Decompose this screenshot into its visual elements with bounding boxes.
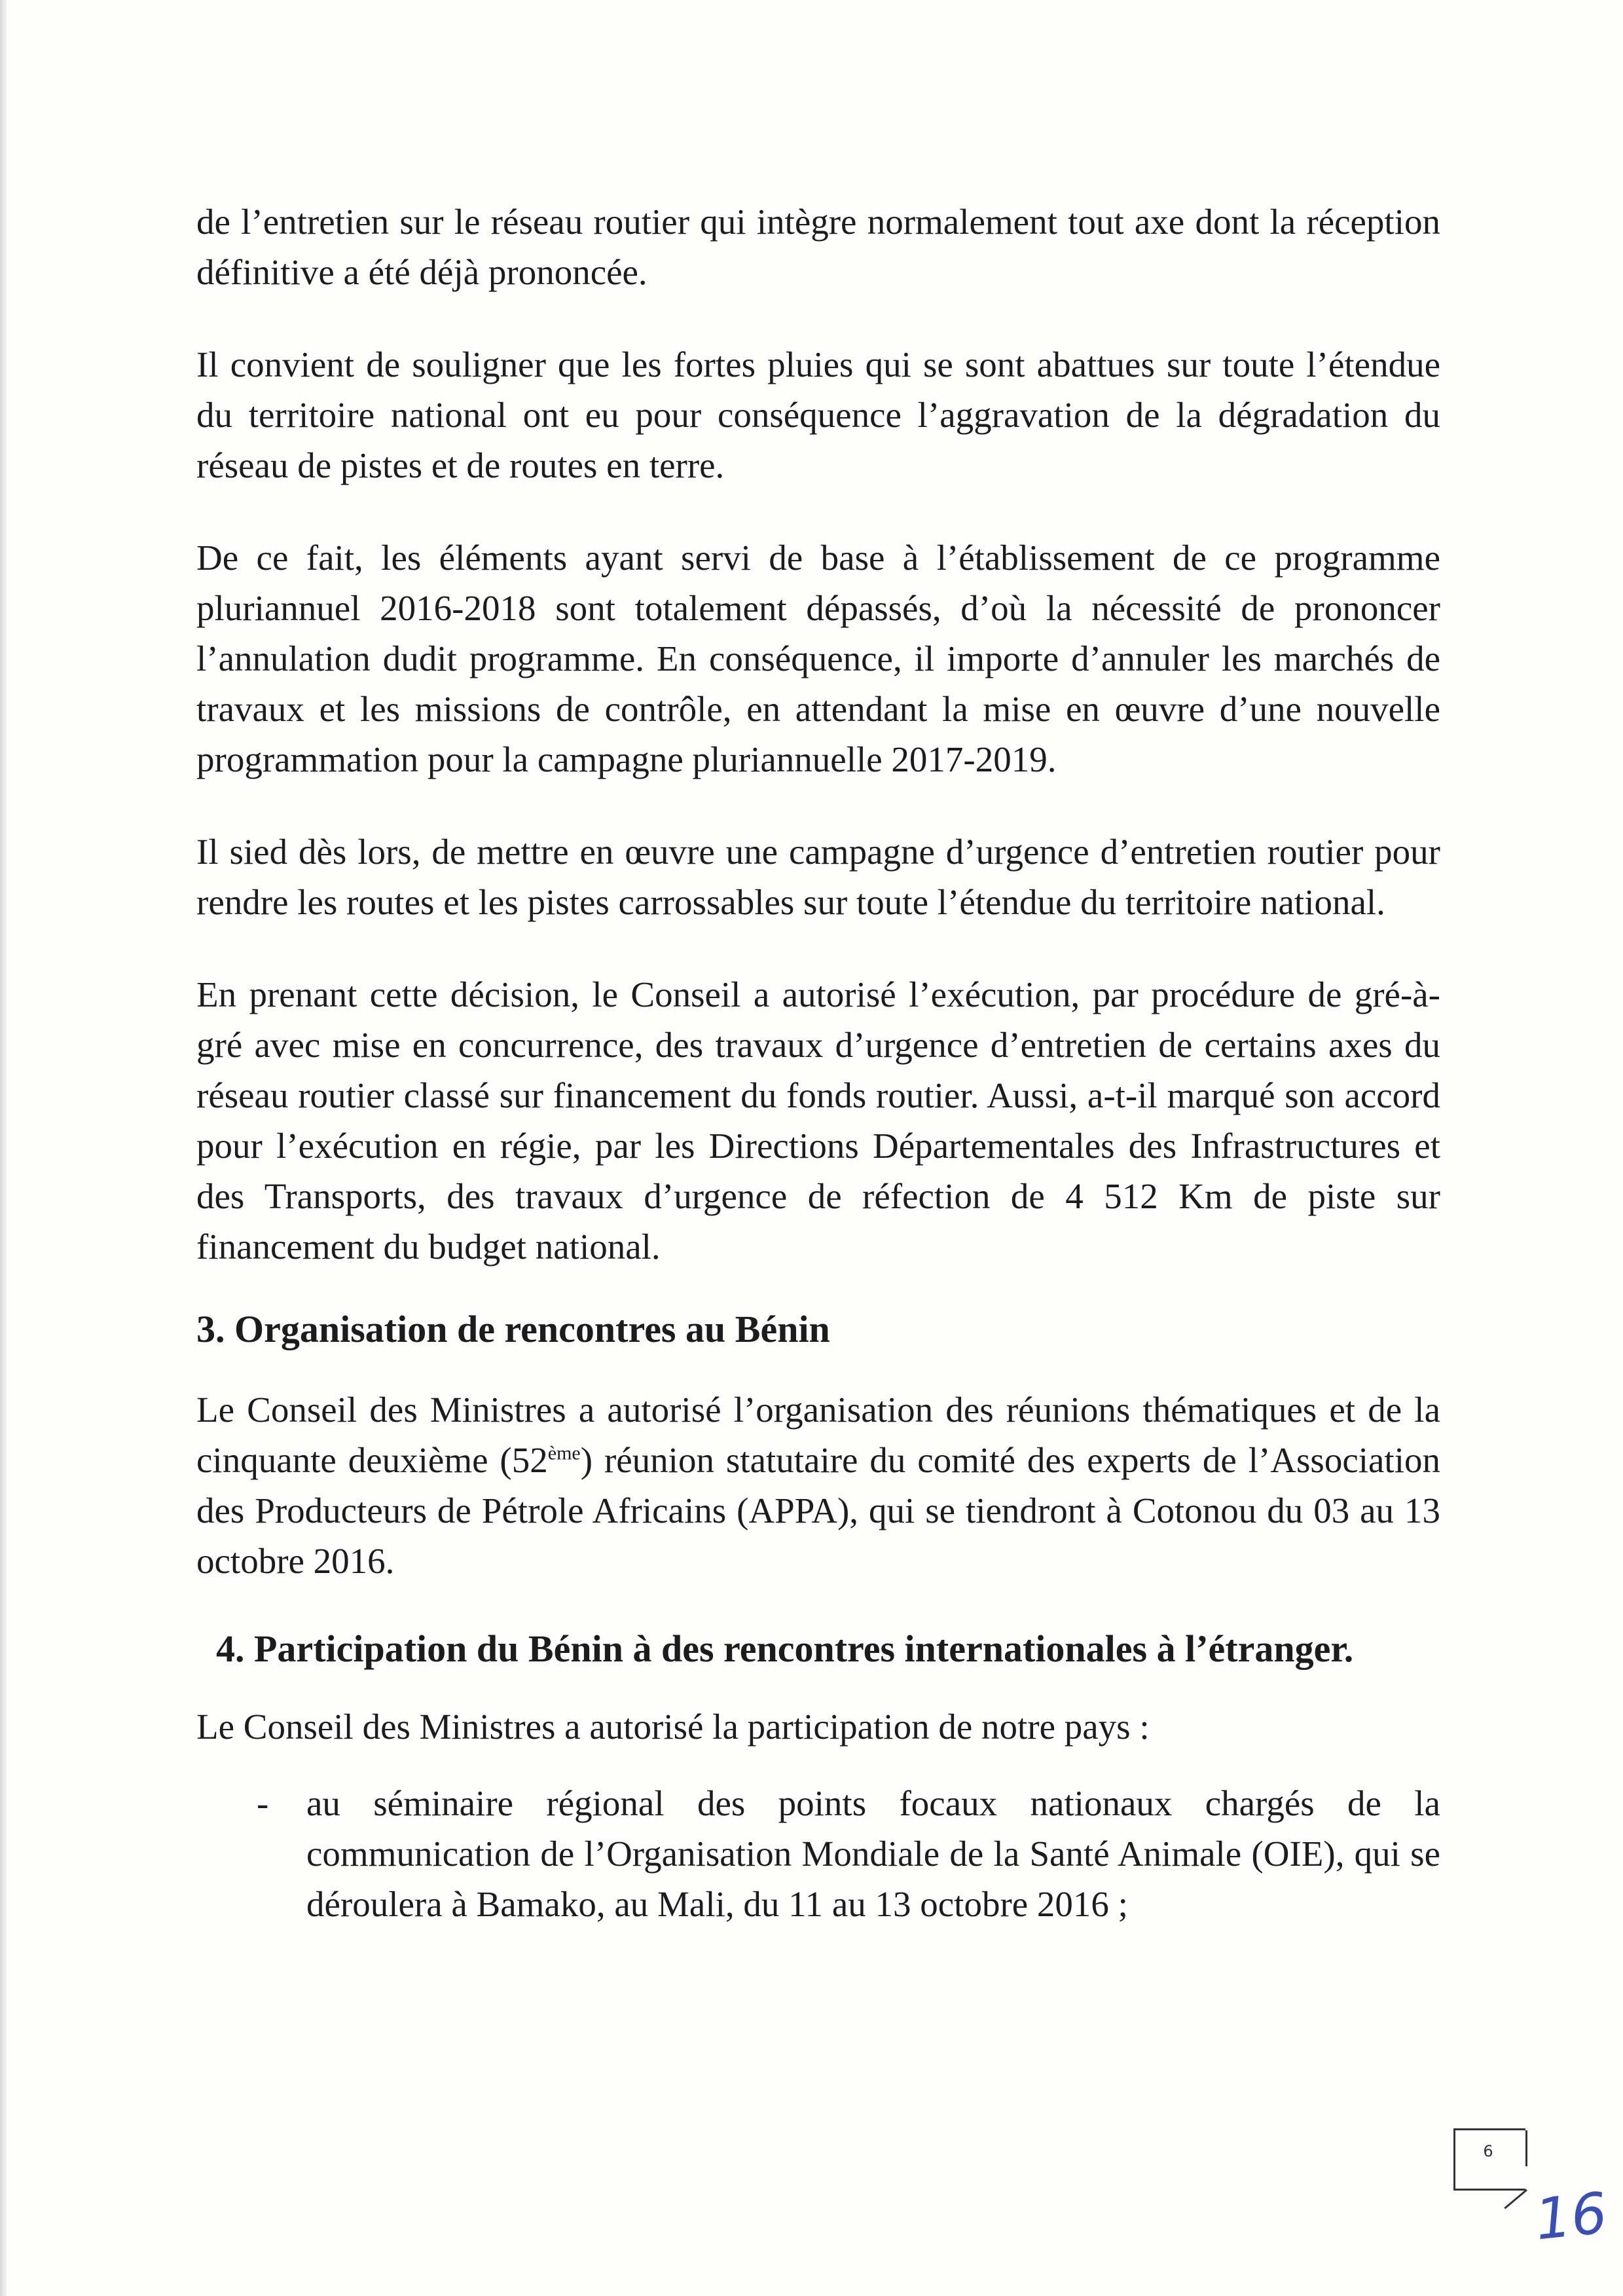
- list-bullet: -: [257, 1783, 269, 1823]
- page-number: 6: [1483, 2142, 1493, 2160]
- paragraph-road-maintenance: de l’entretien sur le réseau routier qui intègre normalement tout axe dont la réception définitive a été déjà prononcée.: [196, 202, 1440, 292]
- document-body: [196, 196, 1440, 1929]
- paragraph-heavy-rains: Il convient de souligner que les fortes pluies qui se sont abattues sur toute l’étendue du territoire national ont eu pour conséquence l’aggravation de la dégradation du réseau de pistes et de routes en terre.: [196, 344, 1440, 485]
- participation-list: [196, 1778, 1440, 1929]
- paragraph-section-4-intro: Le Conseil des Ministres a autorisé la participation de notre pays :: [196, 1707, 1150, 1747]
- handwritten-page-annotation: 16: [1532, 2180, 1611, 2253]
- scan-edge: [0, 0, 7, 2296]
- paragraph-program-cancellation: De ce fait, les éléments ayant servi de base à l’établissement de ce programme pluriannuel 2016-2018 sont totalement dépassés, d’où la nécessité de prononcer l’annulation dudit programme. En conséquence, il importe d’annuler les marchés de travaux et les missions de contrôle, en attendant la mise en œuvre d’une nouvelle programmation pour la campagne pluriannuelle 2017-2019.: [196, 538, 1440, 779]
- section-3-text-start: Le Conseil des Ministres a autorisé l’organisation des réunions thématiques et de la cinquante deuxième (52: [196, 1390, 1440, 1480]
- page-number-box: [1453, 2128, 1525, 2191]
- paragraph-emergency-campaign: Il sied dès lors, de mettre en œuvre une campagne d’urgence d’entretien routier pour rendre les routes et les pistes carrossables sur toute l’étendue du territoire national.: [196, 832, 1440, 922]
- section-3-text-end: ) réunion statutaire du comité des experts de l’Association des Producteurs de Pétrole Africains (APPA), qui se tiendront à Cotonou du 03 au 13 octobre 2016.: [196, 1440, 1440, 1581]
- paragraph-section-3: [196, 1384, 1440, 1586]
- ordinal-superscript: ème: [547, 1442, 581, 1464]
- paragraph-council-decision: En prenant cette décision, le Conseil a autorisé l’exécution, par procédure de gré-à-gré avec mise en concurrence, des travaux d’urgence d’entretien de certains axes du réseau routier classé sur financement du fonds routier. Aussi, a-t-il marqué son accord pour l’exécution en régie, par les Directions Départementales des Infrastructures et des Transports, des travaux d’urgence de réfection de 4 512 Km de piste sur financement du budget national.: [196, 974, 1440, 1267]
- list-item: [196, 1778, 1440, 1929]
- section-4-heading: 4. Participation du Bénin à des rencontres internationales à l’étranger.: [216, 1627, 1354, 1670]
- list-item-text: au séminaire régional des points focaux nationaux chargés de la communication de l’Organisation Mondiale de la Santé Animale (OIE), qui se déroulera à Bamako, au Mali, du 11 au 13 octobre 2016 ;: [306, 1783, 1440, 1924]
- section-3-heading: 3. Organisation de rencontres au Bénin: [196, 1308, 830, 1350]
